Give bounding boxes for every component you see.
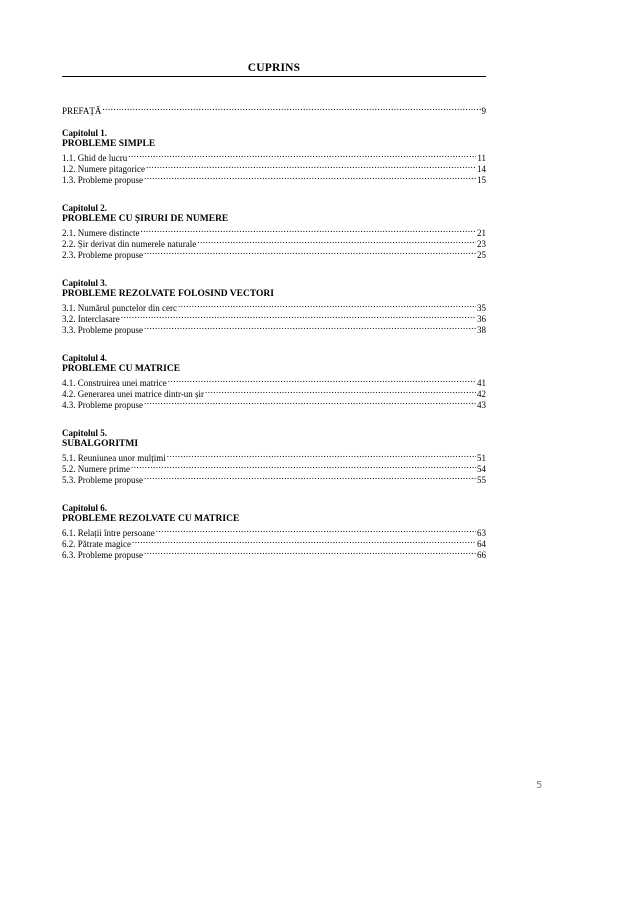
dot-leader bbox=[205, 386, 476, 397]
toc-entry-label: 6.1. Relații între persoane bbox=[62, 528, 155, 538]
dot-leader bbox=[146, 161, 476, 172]
dot-leader bbox=[102, 103, 480, 114]
dot-leader bbox=[167, 450, 476, 461]
dot-leader bbox=[131, 461, 476, 472]
page-title: CUPRINS bbox=[247, 62, 301, 74]
toc-entry-label: 1.2. Numere pitagorice bbox=[62, 164, 145, 174]
toc-entry-page: 51 bbox=[477, 453, 486, 463]
dot-leader bbox=[178, 300, 476, 311]
dot-leader bbox=[168, 375, 476, 386]
toc-entry-label: 5.2. Numere prime bbox=[62, 464, 130, 474]
toc-entry-page: 41 bbox=[477, 378, 486, 388]
toc-entry[interactable] bbox=[62, 311, 486, 322]
toc-entry[interactable] bbox=[62, 525, 486, 536]
toc-entry-label: 6.2. Pătrate magice bbox=[62, 539, 131, 549]
page-number: 5 bbox=[536, 780, 543, 791]
toc-entry-page: 15 bbox=[477, 175, 486, 185]
toc-entry-page: 14 bbox=[477, 164, 486, 174]
toc-entry-page: 55 bbox=[477, 475, 486, 485]
dot-leader bbox=[144, 547, 476, 558]
toc-entry-label: 2.1. Numere distincte bbox=[62, 228, 140, 238]
chapter-title: PROBLEME CU MATRICE bbox=[62, 364, 181, 374]
toc-entry[interactable] bbox=[62, 450, 486, 461]
toc-entry-page: 63 bbox=[477, 528, 486, 538]
toc-entry-label: 6.3. Probleme propuse bbox=[62, 550, 143, 560]
toc-entry-label: 3.3. Probleme propuse bbox=[62, 325, 143, 335]
toc-entry-page: 64 bbox=[477, 539, 486, 549]
dot-leader bbox=[140, 225, 476, 236]
toc-entry-page: 38 bbox=[477, 325, 486, 335]
toc-entry[interactable] bbox=[62, 225, 486, 236]
chapter-title: PROBLEME CU ȘIRURI DE NUMERE bbox=[62, 214, 229, 224]
toc-entry-page: 43 bbox=[477, 400, 486, 410]
toc-entry-label: 4.1. Construirea unei matrice bbox=[62, 378, 167, 388]
toc-entry-page: 35 bbox=[477, 303, 486, 313]
chapter-block-6 bbox=[62, 503, 486, 558]
dot-leader bbox=[128, 150, 476, 161]
toc-entry-page: 21 bbox=[477, 228, 486, 238]
title-rule bbox=[62, 76, 486, 77]
toc-entry-label: 3.1. Numărul punctelor din cerc bbox=[62, 303, 177, 313]
toc-entry[interactable] bbox=[62, 300, 486, 311]
chapter-number: Capitolul 5. bbox=[62, 428, 108, 438]
dot-leader bbox=[156, 525, 476, 536]
toc-entry-label: 2.2. Șir derivat din numerele naturale bbox=[62, 239, 197, 249]
dot-leader bbox=[144, 472, 476, 483]
chapter-block-1 bbox=[62, 128, 486, 183]
chapter-title: PROBLEME REZOLVATE CU MATRICE bbox=[62, 514, 240, 524]
toc-entry-page: 25 bbox=[477, 250, 486, 260]
toc-entry-page: 11 bbox=[477, 153, 486, 163]
toc-entry-label: PREFAȚĂ bbox=[62, 106, 102, 116]
chapter-number: Capitolul 1. bbox=[62, 128, 108, 138]
toc-entry-label: 1.3. Probleme propuse bbox=[62, 175, 143, 185]
toc-entry-label: 4.3. Probleme propuse bbox=[62, 400, 143, 410]
dot-leader bbox=[121, 311, 476, 322]
toc-entry-preface[interactable] bbox=[62, 103, 486, 114]
toc-entry-label: 3.2. Interclasare bbox=[62, 314, 120, 324]
toc-entry-page: 42 bbox=[477, 389, 486, 399]
toc-entry-label: 4.2. Generarea unei matrice dintr-un șir bbox=[62, 389, 205, 399]
toc-entry-page: 9 bbox=[481, 106, 486, 116]
dot-leader bbox=[144, 247, 476, 258]
toc-entry[interactable] bbox=[62, 322, 486, 333]
toc-entry-page: 66 bbox=[477, 550, 486, 560]
table-of-contents bbox=[62, 103, 486, 578]
dot-leader bbox=[144, 322, 476, 333]
toc-entry-label: 5.1. Reuniunea unor mulțimi bbox=[62, 453, 166, 463]
dot-leader bbox=[197, 236, 476, 247]
chapter-block-4 bbox=[62, 353, 486, 408]
dot-leader bbox=[144, 397, 476, 408]
toc-entry-page: 54 bbox=[477, 464, 486, 474]
toc-entry-page: 23 bbox=[477, 239, 486, 249]
toc-entry-label: 5.3. Probleme propuse bbox=[62, 475, 143, 485]
toc-entry-page: 36 bbox=[477, 314, 486, 324]
chapter-title: PROBLEME SIMPLE bbox=[62, 139, 156, 149]
chapter-number: Capitolul 6. bbox=[62, 503, 108, 513]
dot-leader bbox=[144, 172, 476, 183]
chapter-number: Capitolul 3. bbox=[62, 278, 108, 288]
chapter-title: SUBALGORITMI bbox=[62, 439, 139, 449]
dot-leader bbox=[132, 536, 476, 547]
chapter-block-5 bbox=[62, 428, 486, 483]
chapter-title: PROBLEME REZOLVATE FOLOSIND VECTORI bbox=[62, 289, 274, 299]
toc-entry-label: 2.3. Probleme propuse bbox=[62, 250, 143, 260]
chapter-number: Capitolul 4. bbox=[62, 353, 108, 363]
toc-entry-label: 1.1. Ghid de lucru bbox=[62, 153, 128, 163]
toc-entry[interactable] bbox=[62, 375, 486, 386]
chapter-block-3 bbox=[62, 278, 486, 333]
chapter-block-2 bbox=[62, 203, 486, 258]
chapter-number: Capitolul 2. bbox=[62, 203, 108, 213]
toc-entry[interactable] bbox=[62, 150, 486, 161]
